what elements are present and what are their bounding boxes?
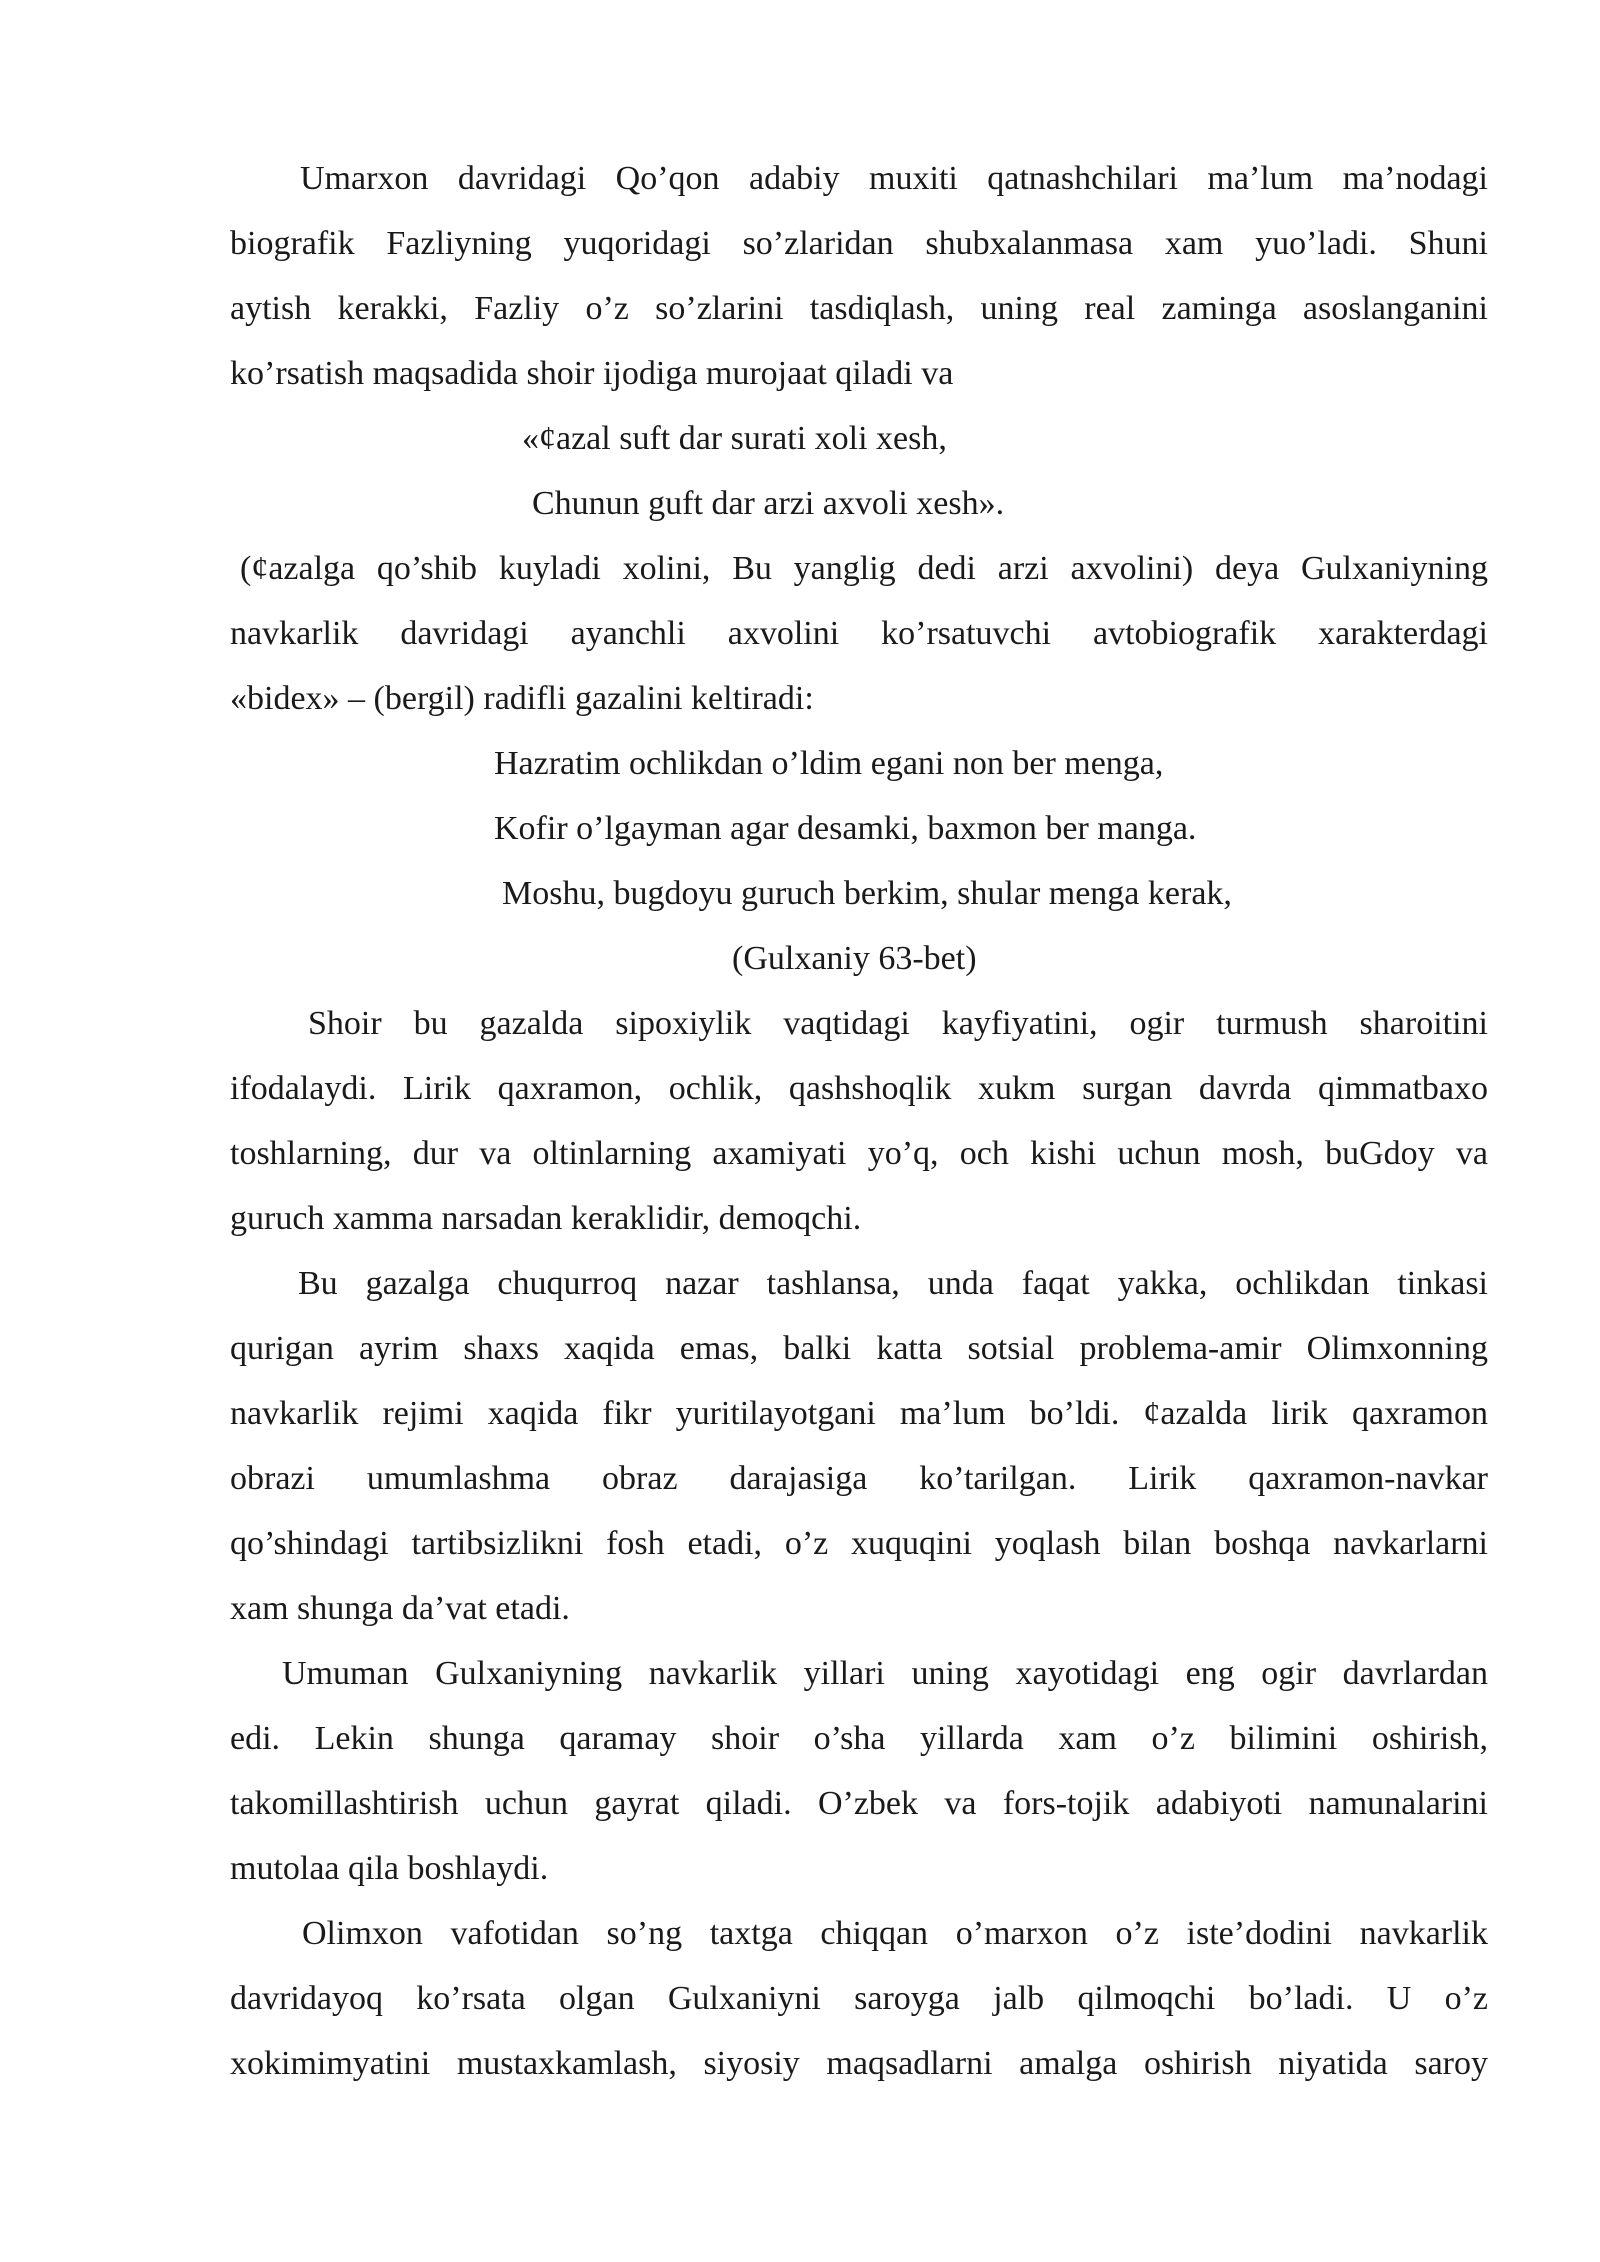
- paragraph-line: Olimxon vafotidan so’ng taxtga chiqqan o’marxon o’z iste’dodini navkarlik: [302, 1915, 1488, 1952]
- paragraph-line: Umarxon davridagi Qo’qon adabiy muxiti qatnashchilari ma’lum ma’nodagi: [300, 160, 1488, 197]
- verse-line: Chunun guft dar arzi axvoli xesh».: [532, 485, 1005, 522]
- paragraph-line: navkarlik rejimi xaqida fikr yuritilayotgani ma’lum bo’ldi. ¢azalda lirik qaxramon: [230, 1395, 1488, 1432]
- paragraph-line: mutolaa qila boshlaydi.: [230, 1850, 549, 1887]
- verse-line: Hazratim ochlikdan o’ldim egani non ber menga,: [494, 745, 1164, 782]
- verse-line: Kofir o’lgayman agar desamki, baxmon ber manga.: [494, 810, 1197, 847]
- paragraph-line: xokimimyatini mustaxkamlash, siyosiy maqsadlarni amalga oshirish niyatida saroy: [230, 2045, 1488, 2082]
- verse-line: «¢azal suft dar surati xoli xesh,: [522, 420, 947, 457]
- paragraph-line: xam shunga da’vat etadi.: [230, 1590, 570, 1627]
- paragraph-line: Shoir bu gazalda sipoxiylik vaqtidagi kayfiyatini, ogir turmush sharoitini: [308, 1005, 1488, 1042]
- paragraph-line: aytish kerakki, Fazliy o’z so’zlarini tasdiqlash, uning real zaminga asoslanganini: [230, 290, 1488, 327]
- paragraph-line: ifodalaydi. Lirik qaxramon, ochlik, qashshoqlik xukm surgan davrda qimmatbaxo: [230, 1070, 1488, 1107]
- document-body: [230, 146, 1488, 2096]
- citation-line: (Gulxaniy 63-bet): [732, 940, 977, 977]
- paragraph-line: (¢azalga qo’shib kuyladi xolini, Bu yanglig dedi arzi axvolini) deya Gulxaniyning: [240, 550, 1488, 587]
- paragraph-line: guruch xamma narsadan keraklidir, demoqchi.: [230, 1200, 862, 1237]
- paragraph-line: davridayoq ko’rsata olgan Gulxaniyni saroyga jalb qilmoqchi bo’ladi. U o’z: [230, 1980, 1488, 2017]
- paragraph-line: edi. Lekin shunga qaramay shoir o’sha yillarda xam o’z bilimini oshirish,: [230, 1720, 1488, 1757]
- paragraph-line: biografik Fazliyning yuqoridagi so’zlaridan shubxalanmasa xam yuo’ladi. Shuni: [230, 225, 1488, 262]
- paragraph-line: Bu gazalga chuqurroq nazar tashlansa, unda faqat yakka, ochlikdan tinkasi: [298, 1265, 1488, 1302]
- paragraph-line: navkarlik davridagi ayanchli axvolini ko’rsatuvchi avtobiografik xarakterdagi: [230, 615, 1488, 652]
- verse-line: Moshu, bugdoyu guruch berkim, shular menga kerak,: [502, 875, 1232, 912]
- paragraph-line: ko’rsatish maqsadida shoir ijodiga murojaat qiladi va: [230, 355, 954, 392]
- paragraph-line: takomillashtirish uchun gayrat qiladi. O’zbek va fors-tojik adabiyoti namunalarini: [230, 1785, 1488, 1822]
- paragraph-line: obrazi umumlashma obraz darajasiga ko’tarilgan. Lirik qaxramon-navkar: [230, 1460, 1488, 1497]
- paragraph-line: qurigan ayrim shaxs xaqida emas, balki katta sotsial problema-amir Olimxonning: [230, 1330, 1488, 1367]
- paragraph-line: Umuman Gulxaniyning navkarlik yillari uning xayotidagi eng ogir davrlardan: [282, 1655, 1488, 1692]
- paragraph-line: toshlarning, dur va oltinlarning axamiyati yo’q, och kishi uchun mosh, buGdoy va: [230, 1135, 1488, 1172]
- paragraph-line: «bidex» – (bergil) radifli gazalini keltiradi:: [230, 680, 814, 717]
- paragraph-line: qo’shindagi tartibsizlikni fosh etadi, o’z xuquqini yoqlash bilan boshqa navkarlarni: [230, 1525, 1488, 1562]
